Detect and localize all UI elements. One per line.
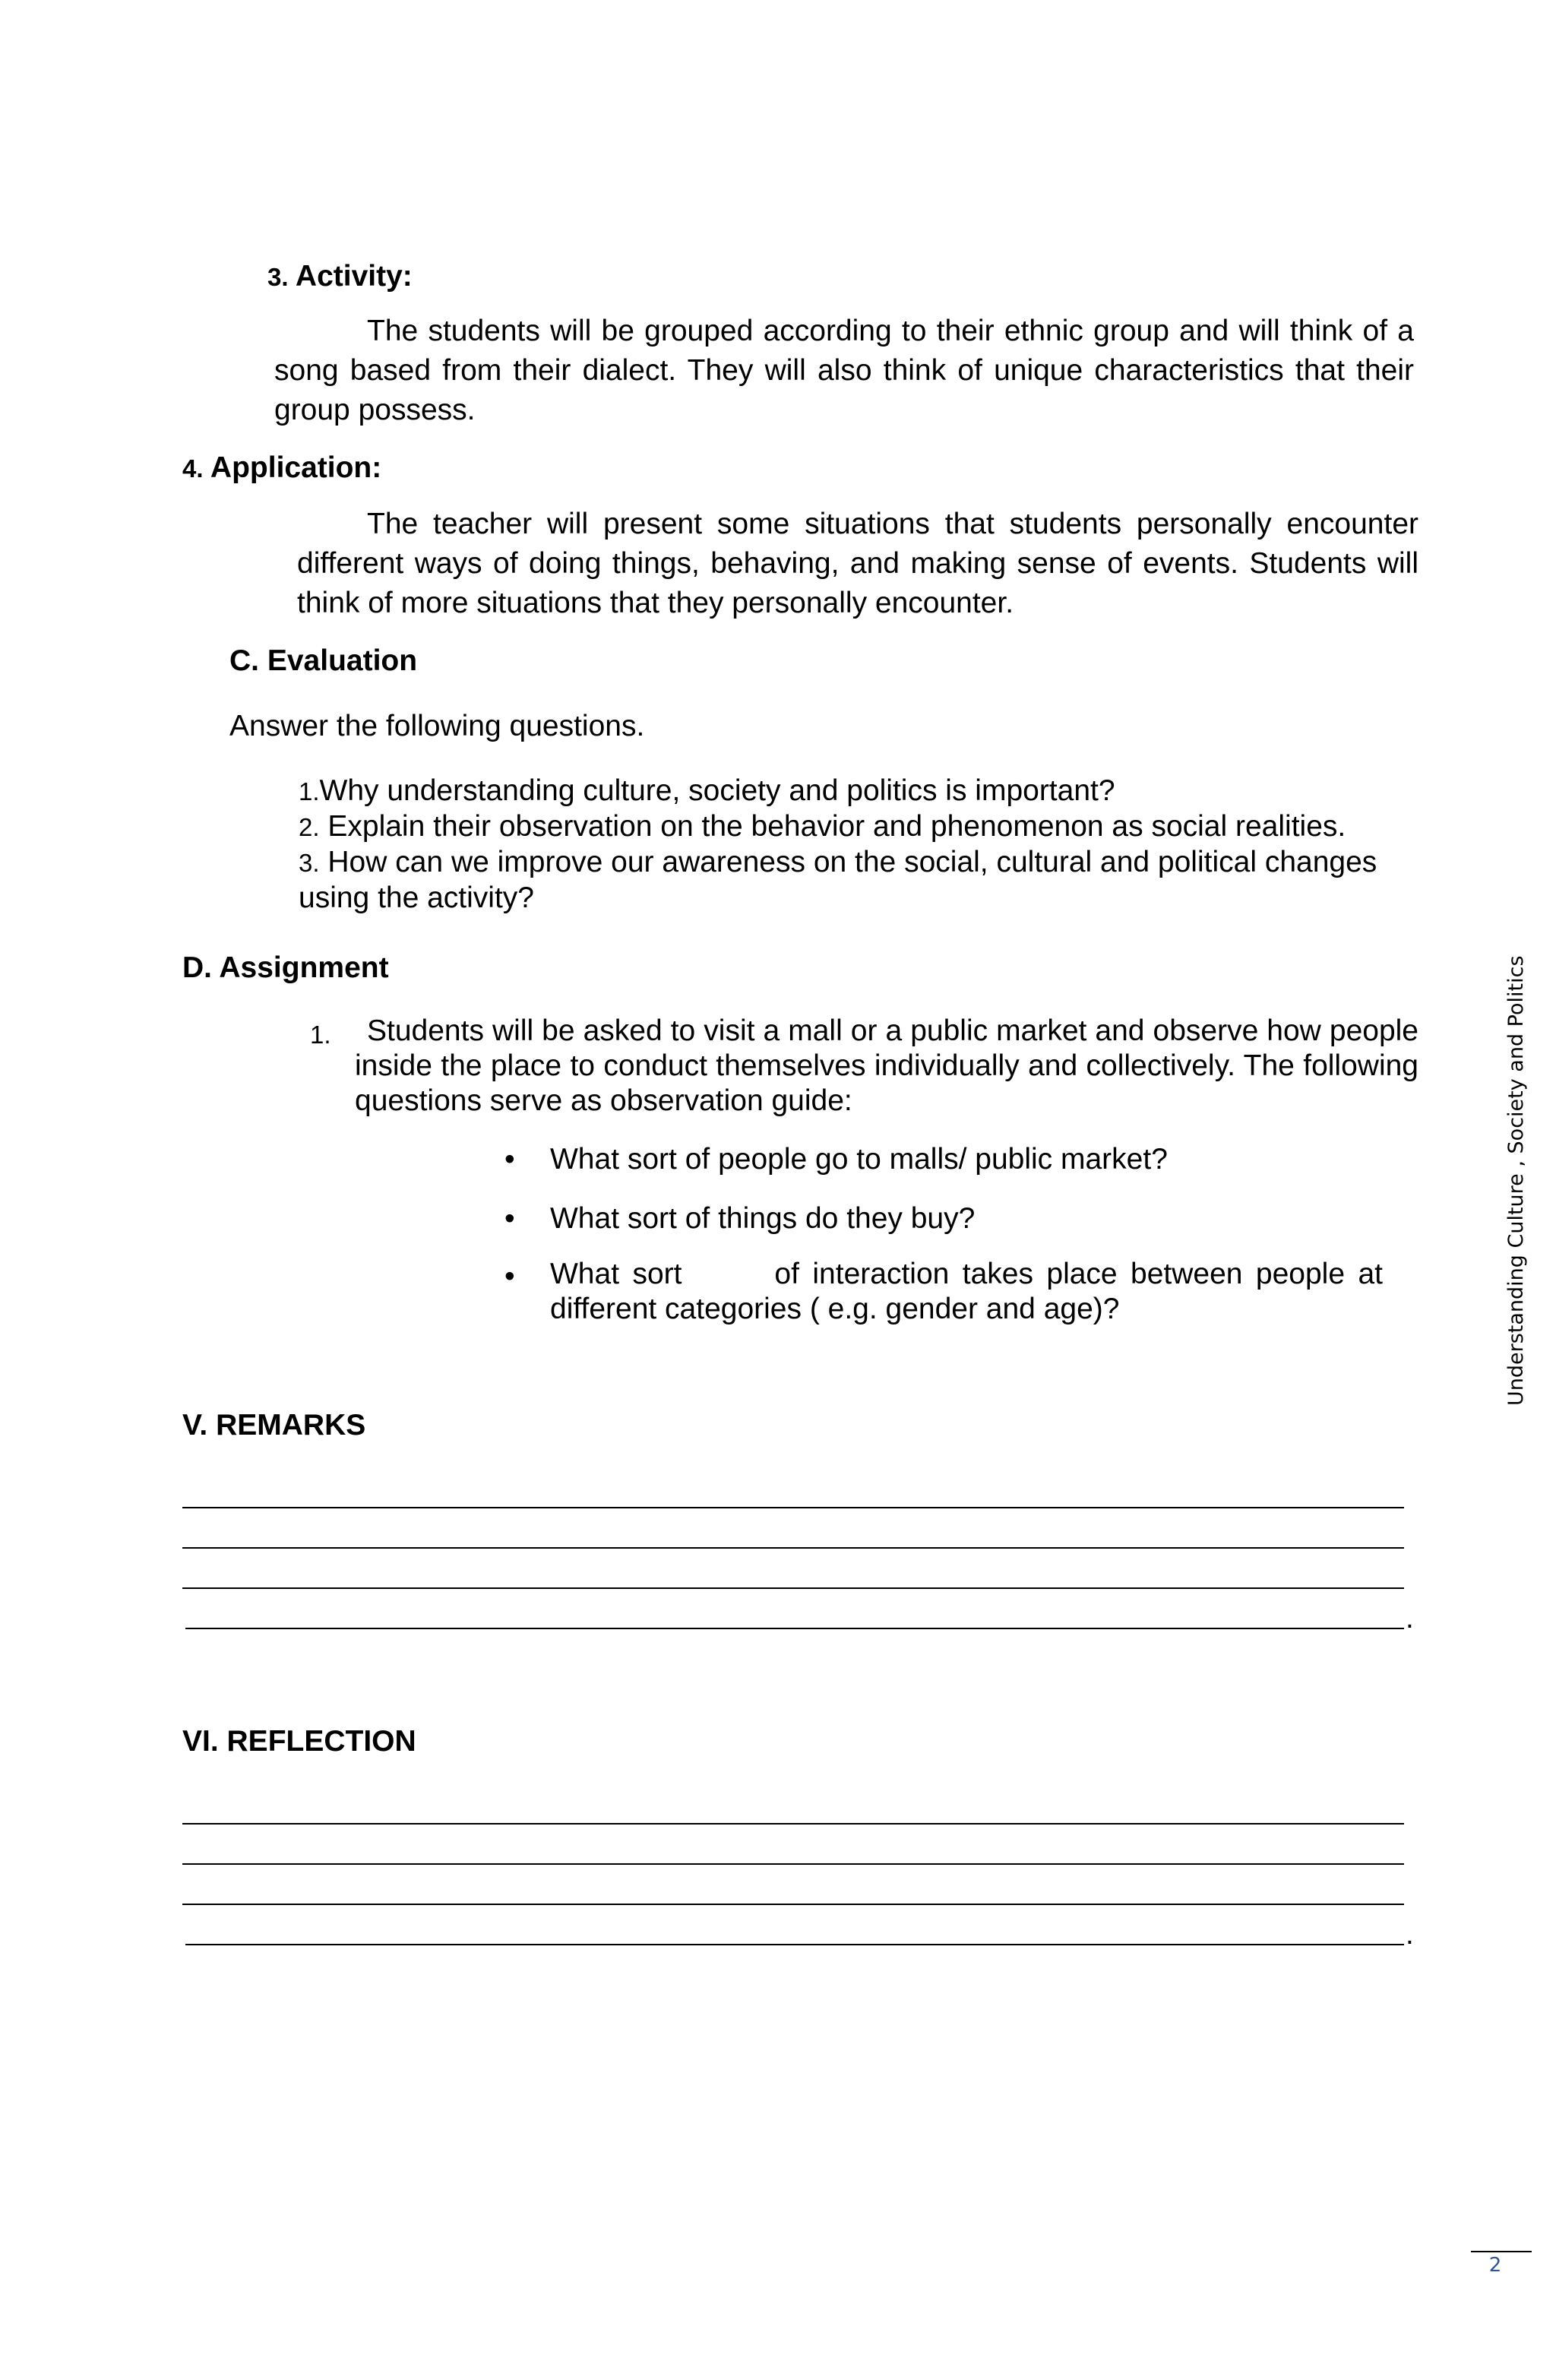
guide-item: What sort of things do they buy? — [550, 1202, 976, 1235]
remarks-line — [182, 1547, 1404, 1549]
evaluation-heading: C. Evaluation — [229, 644, 418, 677]
activity-heading — [267, 257, 413, 297]
application-body: The teacher will present some situations that students personally encounter different ways of doing things, behaving, and making sense of events. Students will think of more situations that they personally encounter. — [297, 508, 1418, 619]
question-text: How can we improve our awareness on the social, cultural and political changes using the activity? — [299, 846, 1377, 914]
reflection-end-mark: . — [1406, 1918, 1414, 1951]
question-number: 2. — [299, 813, 320, 841]
question-text: Why understanding culture, society and politics is important? — [319, 774, 1115, 807]
evaluation-question — [299, 774, 1423, 809]
reflection-line — [185, 1944, 1404, 1945]
guide-item: What sort of interaction takes place between people at different categories ( e.g. gender and age)? — [550, 1258, 1391, 1325]
question-text: Explain their observation on the behavior and phenomenon as social realities. — [327, 810, 1346, 843]
evaluation-question-list — [299, 774, 1423, 916]
reflection-heading: VI. REFLECTION — [182, 1725, 416, 1758]
evaluation-question — [299, 845, 1423, 916]
remarks-line — [185, 1628, 1404, 1629]
assignment-item-number: 1. — [310, 1021, 331, 1049]
page-number-rule — [1471, 2251, 1532, 2252]
evaluation-question — [299, 809, 1423, 845]
bullet-icon: • — [504, 1202, 515, 1235]
guide-item: What sort of people go to malls/ public market? — [550, 1143, 1168, 1176]
evaluation-instruction: Answer the following questions. — [229, 710, 645, 742]
activity-title: Activity: — [295, 260, 413, 293]
assignment-heading: D. Assignment — [182, 951, 389, 984]
remarks-heading: V. REMARKS — [182, 1409, 366, 1442]
question-number: 3. — [299, 849, 320, 877]
remarks-line — [182, 1587, 1404, 1589]
application-number: 4. — [182, 454, 204, 483]
reflection-line — [182, 1904, 1404, 1905]
reflection-line — [182, 1823, 1404, 1825]
remarks-line — [182, 1507, 1404, 1508]
activity-body: The students will be grouped according to their ethnic group and will think of a song based from their dialect. They will also think of unique characteristics that their group possess. — [274, 315, 1414, 426]
page-number: 2 — [1488, 2254, 1502, 2277]
question-number: 1. — [299, 777, 320, 805]
activity-number: 3. — [267, 263, 289, 291]
reflection-line — [182, 1863, 1404, 1865]
application-heading — [182, 448, 381, 489]
bullet-icon: • — [504, 1143, 515, 1176]
bullet-icon: • — [504, 1260, 515, 1293]
sidebar-running-title: Understanding Culture , Society and Politics — [1504, 955, 1528, 1406]
application-title: Application: — [210, 451, 382, 484]
assignment-item-text: Students will be asked to visit a mall or a public market and observe how people inside the place to conduct themselves individually and collectively. The following questions serve as observation guide: — [355, 1014, 1418, 1117]
remarks-end-mark: . — [1406, 1602, 1414, 1635]
